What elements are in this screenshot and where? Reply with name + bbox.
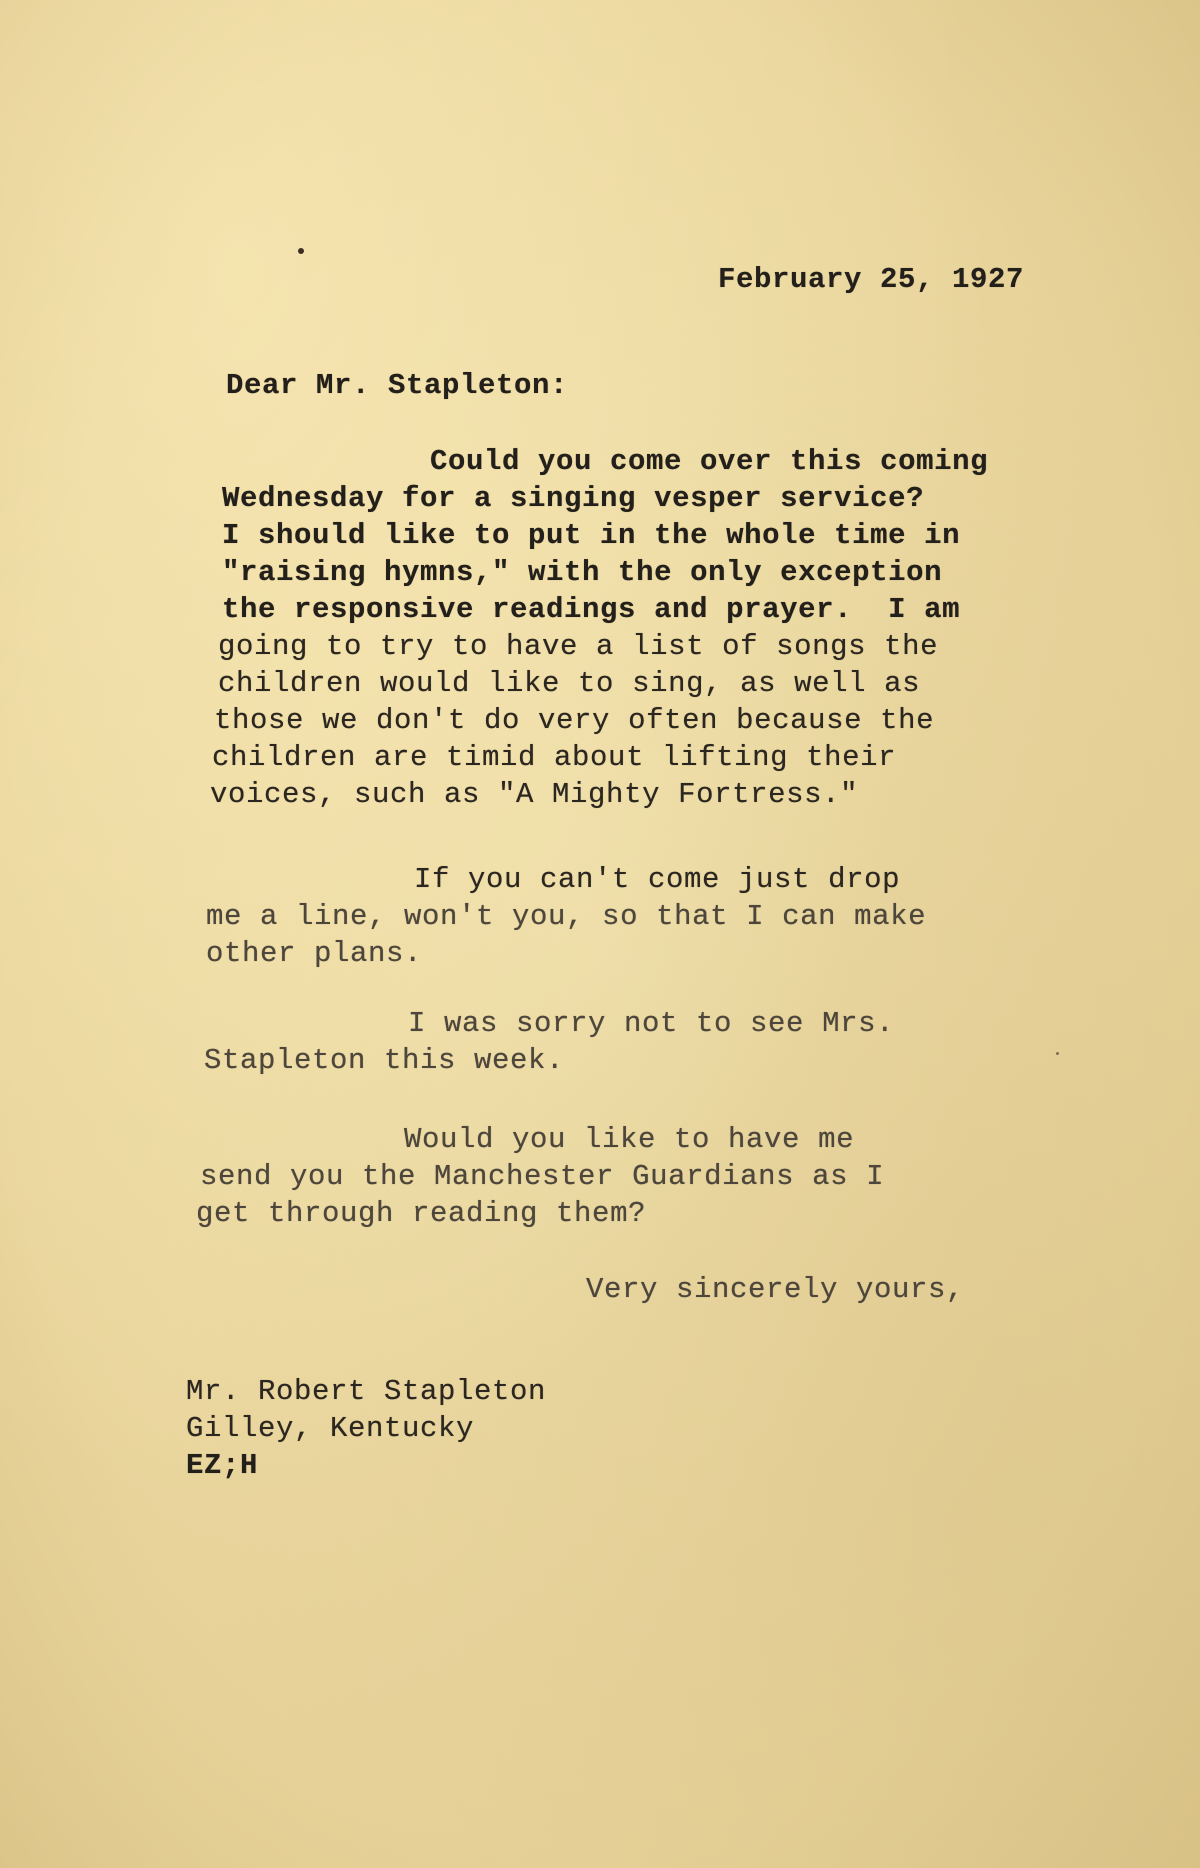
closing: Very sincerely yours, (586, 1273, 965, 1306)
body-line: me a line, won't you, so that I can make (206, 900, 927, 933)
body-line: voices, such as "A Mighty Fortress." (210, 778, 859, 811)
ink-speck (298, 248, 304, 254)
body-line: Would you like to have me (404, 1123, 855, 1156)
ink-speck (1056, 1052, 1059, 1055)
body-line: send you the Manchester Guardians as I (200, 1160, 885, 1193)
body-line: If you can't come just drop (414, 863, 901, 896)
body-line: children would like to sing, as well as (218, 667, 921, 700)
body-line: I should like to put in the whole time in (222, 519, 961, 552)
body-line: Stapleton this week. (204, 1044, 565, 1077)
body-line: I was sorry not to see Mrs. (408, 1007, 895, 1040)
letter-date: February 25, 1927 (718, 263, 1025, 296)
body-line: Wednesday for a singing vesper service? (222, 482, 925, 515)
body-line: other plans. (206, 937, 423, 970)
reference-initials: EZ;H (186, 1449, 259, 1482)
recipient-name: Mr. Robert Stapleton (186, 1375, 547, 1408)
body-line: children are timid about lifting their (212, 741, 897, 774)
body-line: the responsive readings and prayer. I am (222, 593, 961, 626)
body-line: "raising hymns," with the only exception (222, 556, 943, 589)
body-line: going to try to have a list of songs the (218, 630, 939, 663)
salutation: Dear Mr. Stapleton: (226, 369, 569, 402)
body-line: Could you come over this coming (430, 445, 989, 478)
body-line: those we don't do very often because the (214, 704, 935, 737)
recipient-location: Gilley, Kentucky (186, 1412, 475, 1445)
body-line: get through reading them? (196, 1197, 647, 1230)
